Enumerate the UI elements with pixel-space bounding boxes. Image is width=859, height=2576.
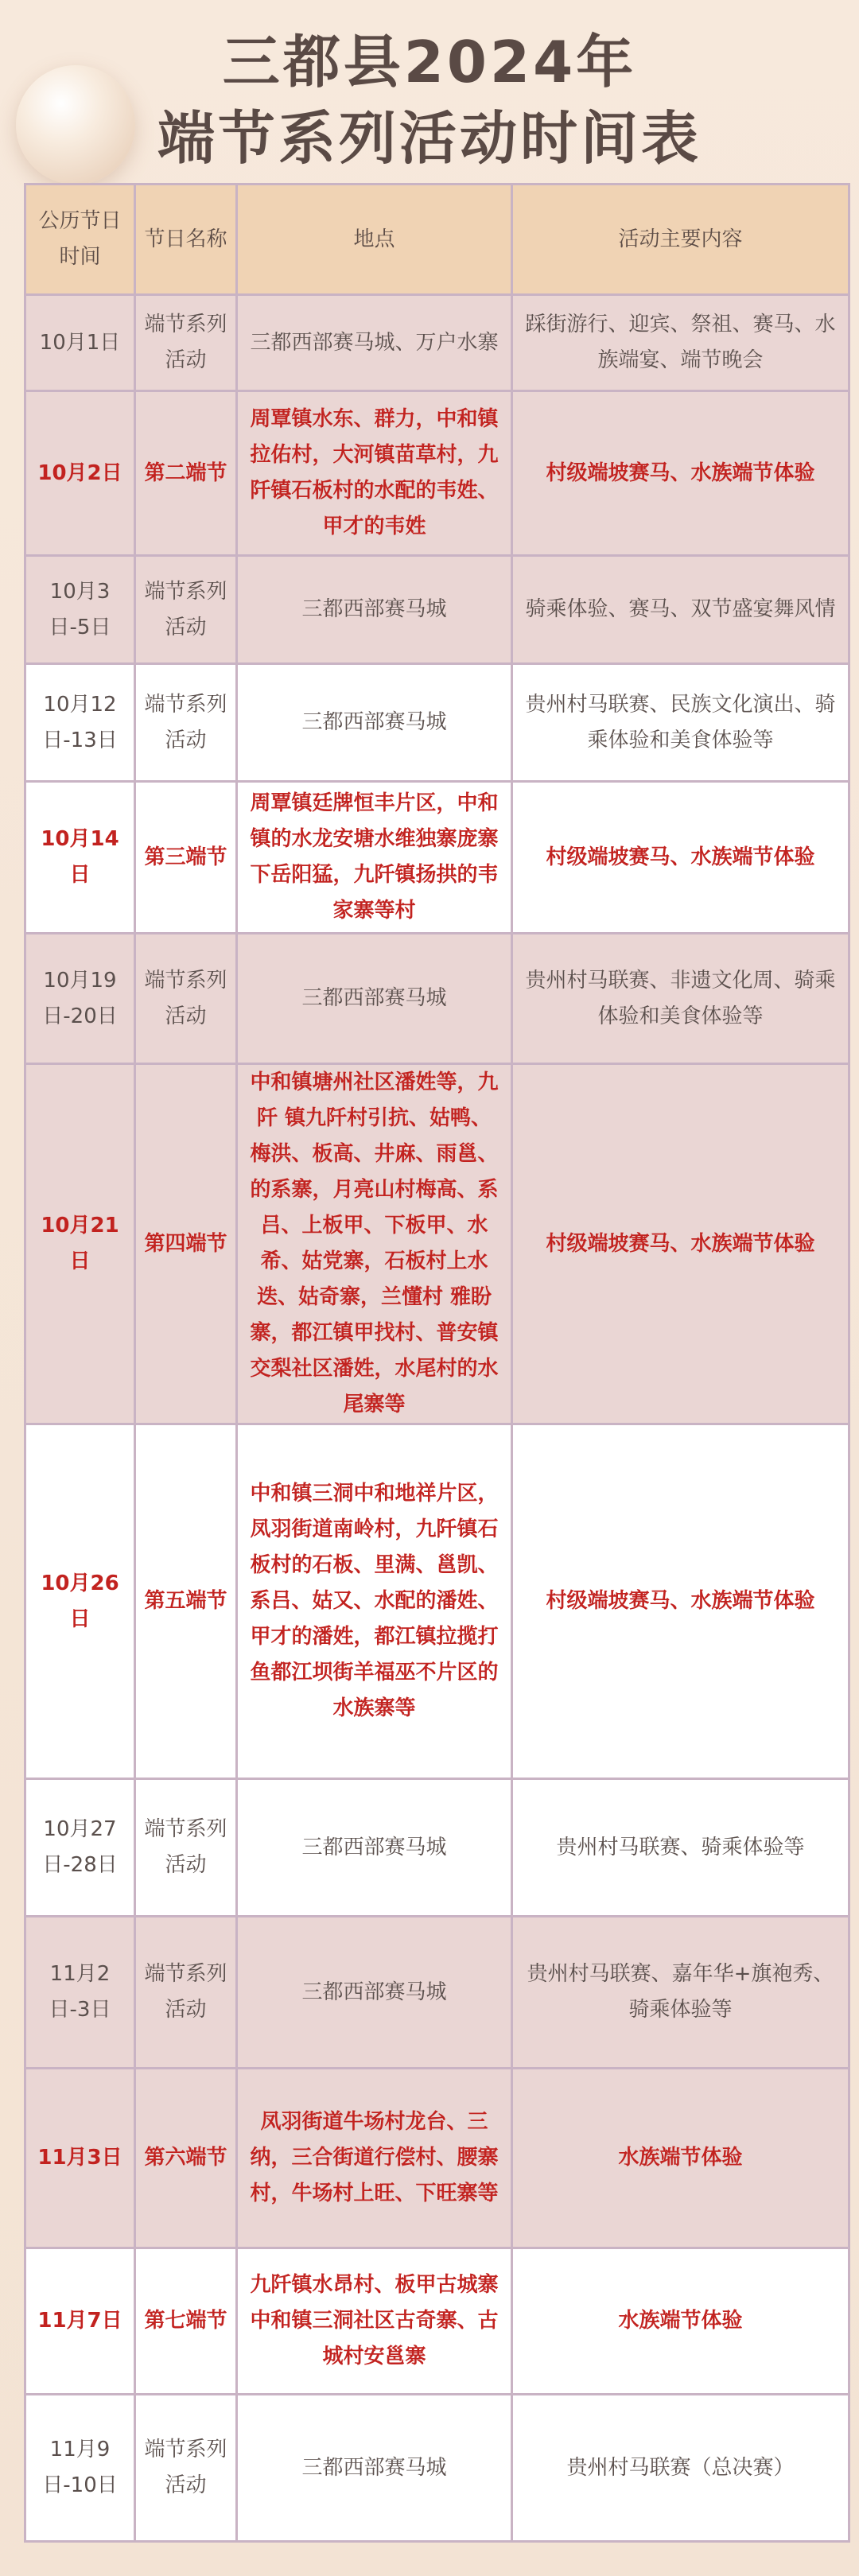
table-row bbox=[25, 556, 849, 664]
cell-content: 骑乘体验、赛马、双节盛宴舞风情 bbox=[512, 556, 849, 664]
cell-date: 11月2日-3日 bbox=[25, 1917, 135, 2069]
cell-name: 端节系列活动 bbox=[135, 556, 237, 664]
table-row bbox=[25, 2069, 849, 2248]
cell-content: 贵州村马联赛（总决赛） bbox=[512, 2395, 849, 2542]
cell-date: 10月26日 bbox=[25, 1424, 135, 1779]
cell-place: 周覃镇廷牌恒丰片区，中和镇的水龙安塘水维独寨庞寨下岳阳猛，九阡镇扬拱的韦家寨等村 bbox=[237, 782, 512, 934]
cell-date: 11月9日-10日 bbox=[25, 2395, 135, 2542]
cell-content: 村级端坡赛马、水族端节体验 bbox=[512, 391, 849, 556]
cell-content: 踩街游行、迎宾、祭祖、赛马、水族端宴、端节晚会 bbox=[512, 295, 849, 391]
table-body bbox=[25, 295, 849, 2542]
cell-place: 中和镇三洞中和地祥片区，凤羽街道南岭村，九阡镇石板村的石板、里满、邕凯、系吕、姑又、水配的潘姓、甲才的潘姓，都江镇拉揽打鱼都江坝街羊福巫不片区的水族寨等 bbox=[237, 1424, 512, 1779]
cell-place: 凤羽街道牛场村龙台、三纳，三合街道行偿村、腰寨村，牛场村上旺、下旺寨等 bbox=[237, 2069, 512, 2248]
cell-place: 三都西部赛马城 bbox=[237, 1917, 512, 2069]
cell-date: 10月2日 bbox=[25, 391, 135, 556]
cell-name: 第四端节 bbox=[135, 1064, 237, 1424]
cell-name: 端节系列活动 bbox=[135, 2395, 237, 2542]
cell-name: 端节系列活动 bbox=[135, 1779, 237, 1917]
cell-content: 水族端节体验 bbox=[512, 2069, 849, 2248]
cell-date: 10月27日-28日 bbox=[25, 1779, 135, 1917]
cell-date: 10月3日-5日 bbox=[25, 556, 135, 664]
cell-place: 三都西部赛马城 bbox=[237, 556, 512, 664]
cell-place: 周覃镇水东、群力，中和镇拉佑村，大河镇苗草村，九阡镇石板村的水配的韦姓、甲才的韦姓 bbox=[237, 391, 512, 556]
cell-place: 三都西部赛马城 bbox=[237, 2395, 512, 2542]
cell-content: 贵州村马联赛、非遗文化周、骑乘体验和美食体验等 bbox=[512, 934, 849, 1064]
table-header bbox=[25, 185, 849, 295]
title-line-1: 三都县2024年 bbox=[222, 29, 637, 95]
table-row bbox=[25, 782, 849, 934]
cell-name: 第三端节 bbox=[135, 782, 237, 934]
cell-place: 中和镇塘州社区潘姓等，九阡 镇九阡村引抗、姑鸭、梅洪、板高、井麻、雨邕、的系寨，月亮山村梅高、系吕、上板甲、下板甲、水希、姑党寨，石板村上水迭、姑奇寨，兰懂村 雅盼寨，都江镇甲找村、普安镇交梨社区潘姓，水尾村的水尾寨等 bbox=[237, 1064, 512, 1424]
cell-place: 三都西部赛马城 bbox=[237, 934, 512, 1064]
cell-place: 三都西部赛马城 bbox=[237, 664, 512, 782]
table-row bbox=[25, 1064, 849, 1424]
cell-date: 10月1日 bbox=[25, 295, 135, 391]
cell-name: 端节系列活动 bbox=[135, 664, 237, 782]
title-line-2: 端节系列活动时间表 bbox=[157, 105, 702, 172]
cell-name: 第六端节 bbox=[135, 2069, 237, 2248]
header-row bbox=[25, 185, 849, 295]
table-row bbox=[25, 1917, 849, 2069]
table-row bbox=[25, 664, 849, 782]
cell-name: 第五端节 bbox=[135, 1424, 237, 1779]
cell-name: 第七端节 bbox=[135, 2248, 237, 2395]
cell-content: 村级端坡赛马、水族端节体验 bbox=[512, 1064, 849, 1424]
cell-date: 10月19日-20日 bbox=[25, 934, 135, 1064]
cell-place: 九阡镇水昂村、板甲古城寨中和镇三洞社区古奇寨、古城村安邕寨 bbox=[237, 2248, 512, 2395]
cell-name: 端节系列活动 bbox=[135, 295, 237, 391]
cell-name: 第二端节 bbox=[135, 391, 237, 556]
table-row bbox=[25, 295, 849, 391]
cell-place: 三都西部赛马城、万户水寨 bbox=[237, 295, 512, 391]
cell-name: 端节系列活动 bbox=[135, 1917, 237, 2069]
table-row bbox=[25, 1779, 849, 1917]
cell-content: 贵州村马联赛、骑乘体验等 bbox=[512, 1779, 849, 1917]
cell-name: 端节系列活动 bbox=[135, 934, 237, 1064]
table-row bbox=[25, 934, 849, 1064]
cell-content: 贵州村马联赛、嘉年华+旗袍秀、骑乘体验等 bbox=[512, 1917, 849, 2069]
cell-date: 11月7日 bbox=[25, 2248, 135, 2395]
header-content: 活动主要内容 bbox=[512, 185, 849, 295]
cell-place: 三都西部赛马城 bbox=[237, 1779, 512, 1917]
table-row bbox=[25, 391, 849, 556]
cell-date: 10月21日 bbox=[25, 1064, 135, 1424]
table-row bbox=[25, 1424, 849, 1779]
cell-content: 村级端坡赛马、水族端节体验 bbox=[512, 782, 849, 934]
schedule-table-container bbox=[24, 183, 848, 2543]
cell-content: 贵州村马联赛、民族文化演出、骑乘体验和美食体验等 bbox=[512, 664, 849, 782]
cell-date: 10月12日-13日 bbox=[25, 664, 135, 782]
table-row bbox=[25, 2395, 849, 2542]
schedule-table bbox=[24, 183, 850, 2543]
cell-content: 水族端节体验 bbox=[512, 2248, 849, 2395]
header-name: 节日名称 bbox=[135, 185, 237, 295]
cell-date: 10月14日 bbox=[25, 782, 135, 934]
header-date: 公历节日时间 bbox=[25, 185, 135, 295]
page-title bbox=[0, 24, 859, 177]
table-row bbox=[25, 2248, 849, 2395]
header-place: 地点 bbox=[237, 185, 512, 295]
cell-date: 11月3日 bbox=[25, 2069, 135, 2248]
cell-content: 村级端坡赛马、水族端节体验 bbox=[512, 1424, 849, 1779]
